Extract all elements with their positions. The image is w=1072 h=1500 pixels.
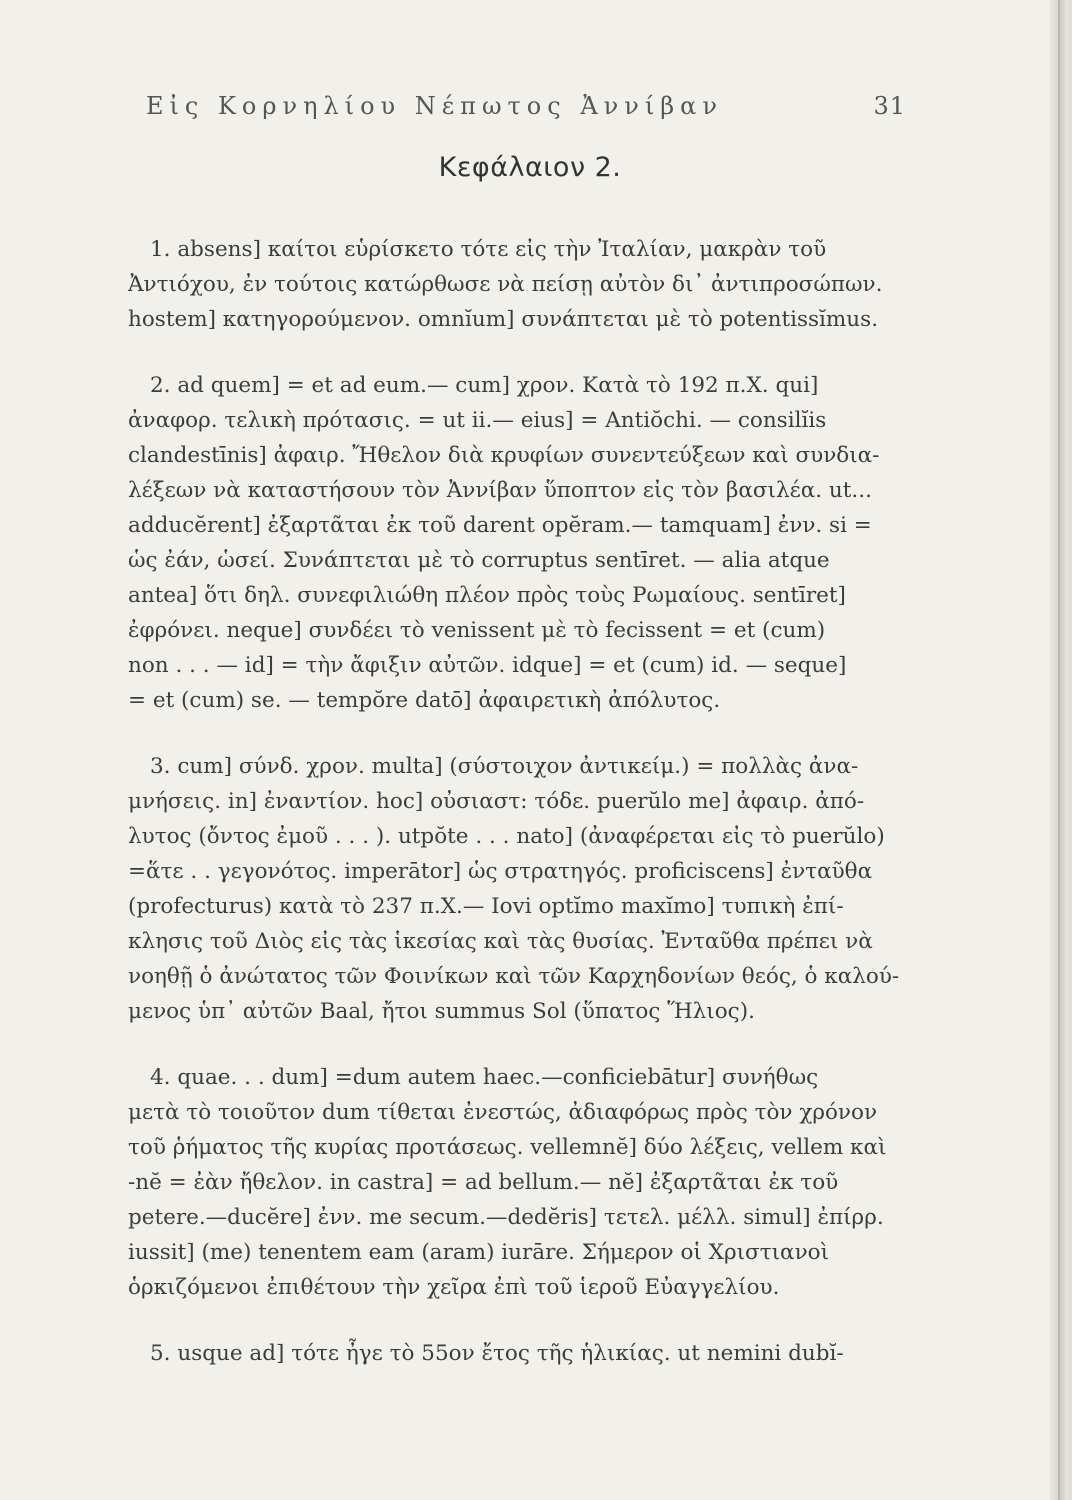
text-line: clandestīnis] ἀφαιρ. Ἤθελον διὰ κρυφίων συνεντεύξεων καὶ συνδια-	[128, 443, 880, 468]
text-line: κλησις τοῦ Διὸς εἰς τὰς ἱκεσίας καὶ τὰς θυσίας. Ἐνταῦθα πρέπει νὰ	[128, 929, 873, 954]
text-line: antea] ὅτι δηλ. συνεφιλιώθη πλέον πρὸς τοὺς Ρωμαίους. sentīret]	[128, 583, 846, 608]
running-head	[146, 92, 906, 128]
text-line: (profecturus) κατὰ τὸ 237 π.Χ.— Iovi optĭmo maxĭmo] τυπικὴ ἐπί-	[128, 894, 844, 919]
paragraph-5	[128, 1336, 908, 1371]
paragraph-2	[128, 368, 908, 718]
text-line: ἐφρόνει. neque] συνδέει τὸ venissent μὲ τὸ fecissent = et (cum)	[128, 618, 826, 643]
text-line: μνήσεις. in] ἐναντίον. hoc] οὐσιαστ: τόδε. puerŭlo me] ἀφαιρ. ἀπό-	[128, 789, 865, 814]
text-line: ὁρκιζόμενοι ἐπιθέτουν τὴν χεῖρα ἐπὶ τοῦ ἱεροῦ Εὐαγγελίου.	[128, 1275, 780, 1300]
text-line: 2. ad quem] = et ad eum.— cum] χρον. Κατὰ τὸ 192 π.Χ. qui]	[150, 373, 819, 398]
text-line: ἀναφορ. τελικὴ πρότασις. = ut ii.— eius] = Antiŏchi. — consilĭis	[128, 408, 827, 433]
text-line: 5. usque ad] τότε ἦγε τὸ 55ον ἔτος τῆς ἡλικίας. ut nemini dubĭ-	[150, 1341, 844, 1366]
text-line: =ἅτε . . γεγονότος. imperātor] ὡς στρατηγός. proficiscens] ἐνταῦθα	[128, 859, 873, 884]
paragraph-4	[128, 1060, 908, 1305]
text-line: -nĕ = ἐὰν ἤθελον. in castra] = ad bellum.— nĕ] ἐξαρτᾶται ἐκ τοῦ	[128, 1170, 839, 1195]
text-line: νοηθῇ ὁ ἀνώτατος τῶν Φοινίκων καὶ τῶν Καρχηδονίων θεός, ὁ καλού-	[128, 964, 900, 989]
text-line: μενος ὑπ᾿ αὐτῶν Baal, ἤτοι summus Sol (ὕπατος Ἥλιος).	[128, 999, 755, 1024]
page-number: 31	[873, 92, 906, 120]
paragraph-1	[128, 232, 908, 337]
text-line: λέξεων νὰ καταστήσουν τὸν Ἀννίβαν ὕποπτον εἰς τὸν βασιλέα. ut...	[128, 478, 872, 503]
book-spine-shadow	[1050, 0, 1072, 1500]
text-line: 4. quae. . . dum] =dum autem haec.—conficiebātur] συνήθως	[150, 1065, 819, 1090]
text-line: hostem] κατηγορούμενον. omnĭum] συνάπτεται μὲ τὸ potentissĭmus.	[128, 307, 879, 332]
text-line: μετὰ τὸ τοιοῦτον dum τίθεται ἐνεστώς, ἀδιαφόρως πρὸς τὸν χρόνον	[128, 1100, 878, 1125]
text-line: iussit] (me) tenentem eam (aram) iurāre. Σήμερον οἱ Χριστιανοὶ	[128, 1240, 830, 1265]
text-line: 3. cum] σύνδ. χρον. multa] (σύστοιχον ἀντικείμ.) = πολλὰς ἀνα-	[150, 754, 859, 779]
commentary-body	[128, 232, 908, 1402]
text-line: 1. absens] καίτοι εὑρίσκετο τότε εἰς τὴν Ἰταλίαν, μακρὰν τοῦ	[150, 237, 827, 262]
text-line: non . . . — id] = τὴν ἄφιξιν αὐτῶν. idque] = et (cum) id. — seque]	[128, 653, 847, 678]
text-line: petere.—ducĕre] ἐνν. me secum.—dedĕris] τετελ. μέλλ. simul] ἐπίρρ.	[128, 1205, 884, 1230]
text-line: Ἀντιόχου, ἐν τούτοις κατώρθωσε νὰ πείσῃ αὐτὸν δι᾿ ἀντιπροσώπων.	[128, 272, 883, 297]
paragraph-3	[128, 749, 908, 1029]
book-gutter-line	[1058, 0, 1060, 1500]
chapter-title: Κεφάλαιον 2.	[438, 152, 622, 183]
text-line: adducĕrent] ἐξαρτᾶται ἐκ τοῦ darent opĕram.— tamquam] ἐνν. si =	[128, 513, 872, 538]
text-line: λυτος (ὄντος ἐμοῦ . . . ). utpŏte . . . nato] (ἀναφέρεται εἰς τὸ puerŭlo)	[128, 824, 885, 849]
text-line: ὡς ἐάν, ὡσεί. Συνάπτεται μὲ τὸ corruptus sentīret. — alia atque	[128, 548, 830, 573]
running-head-title: Εἰς Κορνηλίου Νέπωτος Ἀννίβαν	[146, 92, 723, 120]
text-line: = et (cum) se. — tempŏre datō] ἀφαιρετικὴ ἀπόλυτος.	[128, 688, 721, 713]
text-line: τοῦ ῥήματος τῆς κυρίας προτάσεως. vellemnĕ] δύο λέξεις, vellem καὶ	[128, 1135, 887, 1160]
